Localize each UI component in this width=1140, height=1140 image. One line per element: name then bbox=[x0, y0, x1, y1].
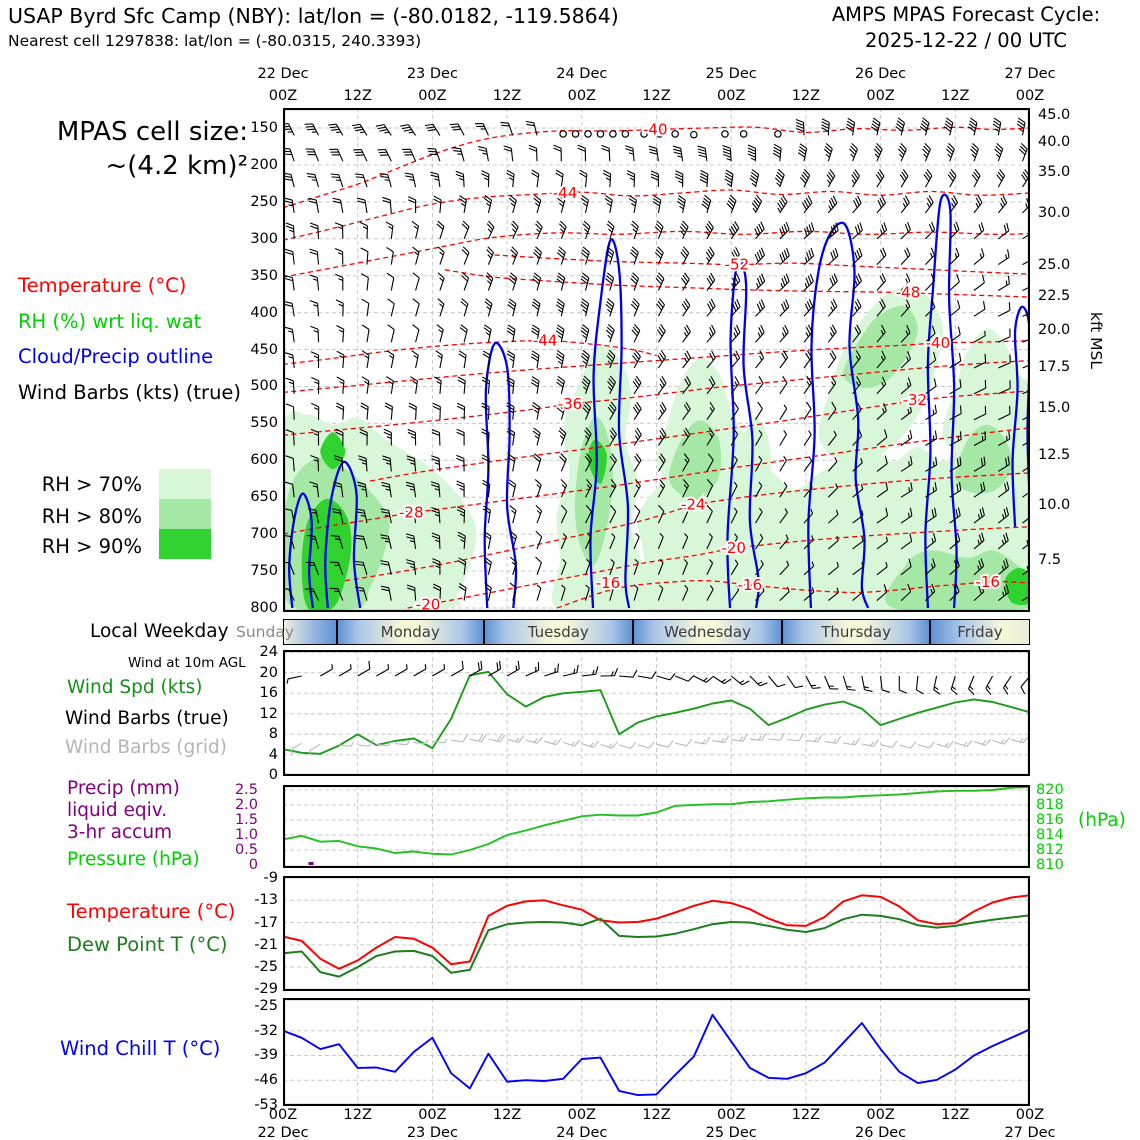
axis-tick: 45.0 bbox=[1038, 107, 1071, 123]
axis-tick: 500 bbox=[250, 378, 278, 395]
axis-tick: 20.0 bbox=[1038, 322, 1071, 338]
axis-tick: 26 Dec bbox=[855, 1125, 907, 1140]
axis-tick: 25 Dec bbox=[705, 66, 757, 82]
axis-tick: 26 Dec bbox=[855, 66, 907, 82]
wind-panel-title: Wind at 10m AGL bbox=[128, 655, 246, 671]
wind-spd-label: Wind Spd (kts) bbox=[67, 677, 203, 698]
hpa-unit-label: (hPa) bbox=[1078, 810, 1126, 831]
axis-tick: 00Z bbox=[716, 88, 746, 104]
svg-text:-44: -44 bbox=[532, 331, 558, 350]
axis-tick: 700 bbox=[250, 526, 278, 543]
axis-tick: 200 bbox=[250, 156, 278, 173]
axis-tick: 00Z bbox=[1015, 1107, 1045, 1123]
legend-rh70: RH > 70% bbox=[41, 473, 142, 496]
axis-tick: 00Z bbox=[567, 1107, 596, 1123]
wind-speed-panel bbox=[283, 650, 1030, 776]
temperature-panel bbox=[283, 876, 1030, 991]
axis-tick: 22.5 bbox=[1038, 288, 1071, 304]
axis-tick: -53 bbox=[254, 1096, 278, 1113]
svg-text:-20: -20 bbox=[721, 539, 746, 558]
axis-tick: 810 bbox=[1036, 857, 1064, 873]
axis-tick: -21 bbox=[254, 936, 278, 953]
axis-tick: 00Z bbox=[567, 88, 596, 104]
axis-tick: 00Z bbox=[418, 88, 447, 104]
axis-tick: 30.0 bbox=[1038, 205, 1071, 221]
axis-tick: -9 bbox=[263, 870, 278, 886]
axis-tick: 300 bbox=[250, 230, 278, 247]
axis-tick: -17 bbox=[254, 914, 278, 931]
svg-text:-52: -52 bbox=[724, 255, 750, 274]
axis-tick: 27 Dec bbox=[1004, 1125, 1056, 1140]
axis-tick: 20 bbox=[259, 664, 278, 681]
axis-tick: -39 bbox=[254, 1047, 278, 1064]
axis-tick: 2.0 bbox=[234, 797, 258, 813]
axis-tick: 27 Dec bbox=[1004, 66, 1056, 82]
time-height-cross-section bbox=[283, 108, 1030, 612]
axis-tick: 12 bbox=[259, 705, 278, 722]
axis-tick: 818 bbox=[1036, 797, 1064, 813]
axis-tick: 17.5 bbox=[1038, 359, 1071, 375]
axis-tick: 1.5 bbox=[234, 812, 258, 828]
axis-tick: 812 bbox=[1036, 842, 1064, 858]
legend-rh80: RH > 80% bbox=[41, 505, 142, 528]
precip-label-1: Precip (mm) bbox=[67, 778, 180, 799]
axis-tick: 7.5 bbox=[1038, 552, 1062, 568]
axis-tick: 12Z bbox=[941, 88, 970, 104]
svg-text:-16: -16 bbox=[975, 573, 1000, 592]
axis-tick: 23 Dec bbox=[406, 66, 458, 82]
axis-tick: 35.0 bbox=[1038, 164, 1071, 180]
axis-tick: 00Z bbox=[866, 1107, 895, 1123]
axis-tick: 40.0 bbox=[1038, 134, 1071, 150]
axis-tick: 12Z bbox=[492, 88, 522, 104]
rh70-swatch bbox=[159, 469, 211, 499]
weekday-segment-thursday: Thursday bbox=[781, 620, 929, 644]
axis-tick: -29 bbox=[254, 981, 278, 998]
axis-tick: 12Z bbox=[642, 1107, 671, 1123]
axis-tick: 450 bbox=[250, 341, 278, 358]
axis-tick: 2.5 bbox=[234, 782, 258, 798]
axis-tick: 750 bbox=[250, 563, 278, 580]
axis-tick: 0 bbox=[248, 857, 258, 873]
svg-text:-20: -20 bbox=[415, 595, 441, 612]
axis-tick: 00Z bbox=[268, 1107, 298, 1123]
axis-tick: 250 bbox=[250, 193, 278, 210]
weekday-segment-wednesday: Wednesday bbox=[632, 620, 781, 644]
legend-temperature: Temperature (°C) bbox=[18, 274, 187, 297]
temp-line-label: Temperature (°C) bbox=[67, 900, 236, 923]
axis-tick: 12Z bbox=[343, 1107, 372, 1123]
cell-size-label: MPAS cell size: bbox=[56, 117, 248, 147]
svg-text:-44: -44 bbox=[552, 183, 578, 202]
legend-wind-barbs: Wind Barbs (kts) (true) bbox=[18, 381, 242, 404]
axis-tick: 25.0 bbox=[1038, 257, 1071, 273]
local-weekday-bar bbox=[283, 619, 1030, 645]
axis-tick: 24 Dec bbox=[556, 1125, 608, 1140]
axis-tick: 00Z bbox=[866, 88, 895, 104]
axis-tick: 12.5 bbox=[1038, 447, 1071, 463]
axis-tick: 24 Dec bbox=[556, 66, 608, 82]
legend-cloud: Cloud/Precip outline bbox=[18, 345, 214, 368]
axis-tick: 00Z bbox=[268, 88, 298, 104]
wind-barbs-true-label: Wind Barbs (true) bbox=[65, 708, 229, 729]
axis-tick: 16 bbox=[259, 685, 278, 702]
weekday-bar-label: Local Weekday bbox=[90, 621, 229, 642]
svg-text:-36: -36 bbox=[557, 395, 583, 414]
svg-text:-40: -40 bbox=[925, 333, 951, 352]
axis-tick: 820 bbox=[1036, 782, 1064, 798]
axis-tick: 1.0 bbox=[234, 827, 258, 843]
axis-tick: 8 bbox=[268, 726, 278, 743]
axis-tick: -32 bbox=[254, 1022, 278, 1039]
axis-tick: 400 bbox=[250, 304, 278, 321]
axis-tick: 23 Dec bbox=[406, 1125, 458, 1140]
axis-tick: 12Z bbox=[791, 1107, 821, 1123]
dew-line-label: Dew Point T (°C) bbox=[67, 933, 228, 956]
axis-tick: 600 bbox=[250, 452, 278, 469]
axis-tick: 12Z bbox=[492, 1107, 522, 1123]
wind-chill-panel bbox=[283, 998, 1030, 1106]
axis-tick: 150 bbox=[250, 120, 278, 136]
axis-tick: 12Z bbox=[343, 88, 372, 104]
axis-tick: 00Z bbox=[1015, 88, 1045, 104]
axis-tick: 24 bbox=[259, 644, 278, 661]
precip-label-2: liquid eqiv. bbox=[67, 800, 168, 821]
axis-tick: 816 bbox=[1036, 812, 1064, 828]
axis-tick: -25 bbox=[254, 959, 278, 976]
svg-text:-32: -32 bbox=[902, 390, 928, 409]
svg-text:-48: -48 bbox=[895, 283, 921, 302]
precip-label-3: 3-hr accum bbox=[67, 822, 173, 843]
axis-tick: -25 bbox=[254, 998, 278, 1014]
pressure-label: Pressure (hPa) bbox=[67, 849, 200, 870]
svg-text:-16: -16 bbox=[595, 573, 621, 592]
forecast-cycle-title: AMPS MPAS Forecast Cycle: bbox=[831, 3, 1101, 26]
wind-chill-label: Wind Chill T (°C) bbox=[60, 1037, 221, 1060]
svg-text:-24: -24 bbox=[680, 495, 706, 514]
axis-tick: 10.0 bbox=[1038, 497, 1071, 513]
axis-tick: 814 bbox=[1036, 827, 1064, 843]
page-title: USAP Byrd Sfc Camp (NBY): lat/lon = (-80.0182, -119.5864) bbox=[8, 4, 619, 28]
weekday-segment-friday: Friday bbox=[929, 620, 1029, 644]
axis-tick: 4 bbox=[268, 746, 278, 763]
forecast-cycle-date: 2025-12-22 / 00 UTC bbox=[865, 29, 1067, 52]
axis-tick: 0 bbox=[268, 767, 278, 784]
wind-barbs-grid-label: Wind Barbs (grid) bbox=[65, 737, 227, 758]
axis-tick: 15.0 bbox=[1038, 400, 1071, 416]
axis-tick: 22 Dec bbox=[257, 66, 309, 82]
axis-tick: -46 bbox=[254, 1072, 278, 1089]
axis-tick: 12Z bbox=[791, 88, 821, 104]
legend-rh90: RH > 90% bbox=[41, 535, 142, 558]
weekday-segment-tuesday: Tuesday bbox=[483, 620, 632, 644]
axis-tick: 22 Dec bbox=[257, 1125, 309, 1140]
cell-size-value: ~(4.2 km)² bbox=[105, 151, 248, 181]
axis-tick: 550 bbox=[250, 415, 278, 432]
axis-tick: 350 bbox=[250, 267, 278, 284]
axis-tick: 800 bbox=[250, 599, 278, 616]
rh90-swatch bbox=[159, 529, 211, 559]
axis-tick: 650 bbox=[250, 489, 278, 506]
legend-rh: RH (%) wrt liq. wat bbox=[18, 310, 202, 333]
svg-text:-40: -40 bbox=[643, 120, 668, 139]
weekday-segment-monday: Monday bbox=[336, 620, 483, 644]
svg-text:-16: -16 bbox=[737, 576, 763, 595]
axis-tick: 0.5 bbox=[234, 842, 258, 858]
axis-tick: 00Z bbox=[716, 1107, 746, 1123]
axis-tick: -13 bbox=[254, 892, 278, 909]
svg-text:-28: -28 bbox=[398, 503, 424, 522]
precip-pressure-panel bbox=[283, 785, 1030, 868]
rh80-swatch bbox=[159, 499, 211, 529]
axis-tick: 00Z bbox=[418, 1107, 447, 1123]
axis-tick: 25 Dec bbox=[705, 1125, 757, 1140]
kft-axis-label: kft MSL bbox=[1086, 312, 1105, 370]
weekday-sunday-label: Sunday bbox=[236, 623, 294, 641]
axis-tick: 12Z bbox=[642, 88, 671, 104]
page-subtitle: Nearest cell 1297838: lat/lon = (-80.0315, 240.3393) bbox=[8, 32, 422, 50]
axis-tick: 12Z bbox=[941, 1107, 970, 1123]
